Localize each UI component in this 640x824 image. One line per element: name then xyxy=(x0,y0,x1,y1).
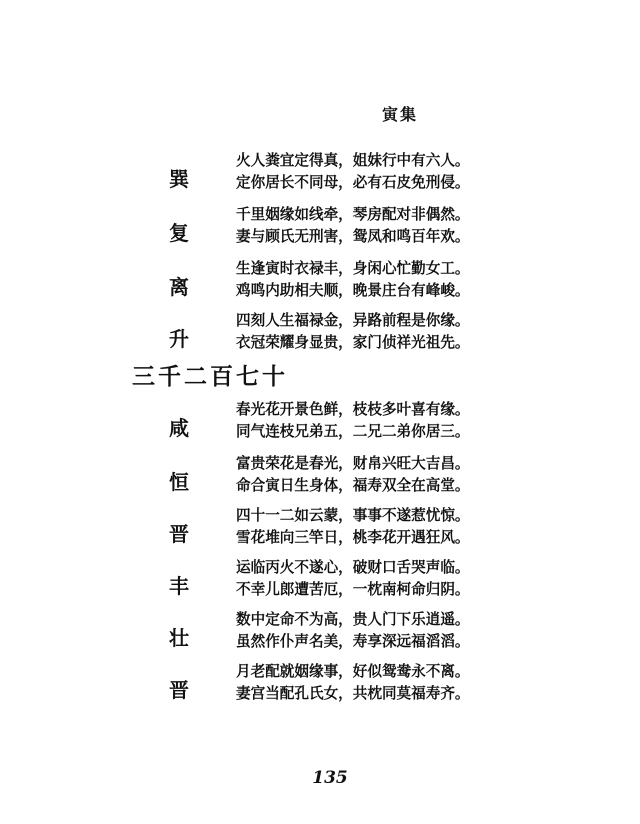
verse-line: 千里姻缘如线牵，琴房配对非偶然。 xyxy=(236,206,470,223)
verse-line: 不幸儿郎遭苦厄，一枕南柯命归阴。 xyxy=(236,581,470,598)
verse-text xyxy=(236,661,576,705)
hexagram-name: 晋 xyxy=(169,522,189,546)
verse-entry xyxy=(0,258,640,310)
verse-line: 四十一二如云蒙，事事不遂惹忧惊。 xyxy=(236,507,470,524)
hexagram-name: 离 xyxy=(169,275,189,299)
verse-line: 月老配就姻缘事，好似鸳鸯永不离。 xyxy=(236,663,470,680)
hexagram-name: 丰 xyxy=(169,574,189,598)
hexagram-name: 咸 xyxy=(169,416,189,440)
verse-text xyxy=(236,609,576,653)
verse-text xyxy=(236,453,576,497)
verse-line: 妻与顾氏无刑害，鸳凤和鸣百年欢。 xyxy=(236,228,470,245)
verse-line: 虽然作仆声名美，寿享深远福滔滔。 xyxy=(236,633,470,650)
verse-text xyxy=(236,557,576,601)
verse-line: 运临丙火不遂心，破财口舌哭声临。 xyxy=(236,559,470,576)
verse-line: 衣冠荣耀身显贵，家门侦祥光祖先。 xyxy=(236,334,470,351)
verse-entry xyxy=(0,609,640,661)
verse-entry xyxy=(0,505,640,557)
hexagram-name: 晋 xyxy=(169,678,189,702)
verse-line: 春光花开景色鲜，枝枝多叶喜有缘。 xyxy=(236,401,470,418)
hexagram-name: 恒 xyxy=(169,470,189,494)
verse-text xyxy=(236,204,576,248)
verse-entry xyxy=(0,557,640,609)
verse-entry xyxy=(0,204,640,256)
verse-line: 火人粪宜定得真，姐妹行中有六人。 xyxy=(236,152,470,169)
page-header-title: 寅集 xyxy=(381,105,418,124)
section-title: 三千二百七十 xyxy=(132,363,288,390)
verse-text xyxy=(236,505,576,549)
verse-line: 生逢寅时衣禄丰，身闲心忙勤女工。 xyxy=(236,260,470,277)
verse-line: 富贵荣花是春光，财帛兴旺大吉昌。 xyxy=(236,455,470,472)
hexagram-name: 复 xyxy=(169,221,189,245)
verse-line: 定你居长不同母，必有石皮免刑侵。 xyxy=(236,174,470,191)
verse-text xyxy=(236,258,576,302)
verse-line: 雪花堆向三竿日，桃李花开遇狂风。 xyxy=(236,529,470,546)
verse-entry xyxy=(0,453,640,505)
verse-line: 四刻人生福禄金，异路前程是你缘。 xyxy=(236,312,470,329)
verse-entry xyxy=(0,661,640,713)
verse-line: 妻宫当配孔氏女，共枕同莫福寿齐。 xyxy=(236,685,470,702)
verse-line: 鸡鸣内助相夫顺，晚景庄台有峰峻。 xyxy=(236,282,470,299)
verse-line: 数中定命不为高，贵人门下乐逍遥。 xyxy=(236,611,470,628)
verse-line: 同气连枝兄弟五，二兄二弟你居三。 xyxy=(236,423,470,440)
verse-text xyxy=(236,310,576,354)
hexagram-name: 巽 xyxy=(169,167,189,191)
verse-line: 命合寅日生身体，福寿双全在高堂。 xyxy=(236,477,470,494)
verse-entry xyxy=(0,310,640,362)
verse-entry xyxy=(0,399,640,451)
verse-text xyxy=(236,150,576,194)
hexagram-name: 壮 xyxy=(169,626,189,650)
verse-text xyxy=(236,399,576,443)
page-number: 135 xyxy=(312,768,348,788)
hexagram-name: 升 xyxy=(169,327,189,351)
verse-entry xyxy=(0,150,640,202)
